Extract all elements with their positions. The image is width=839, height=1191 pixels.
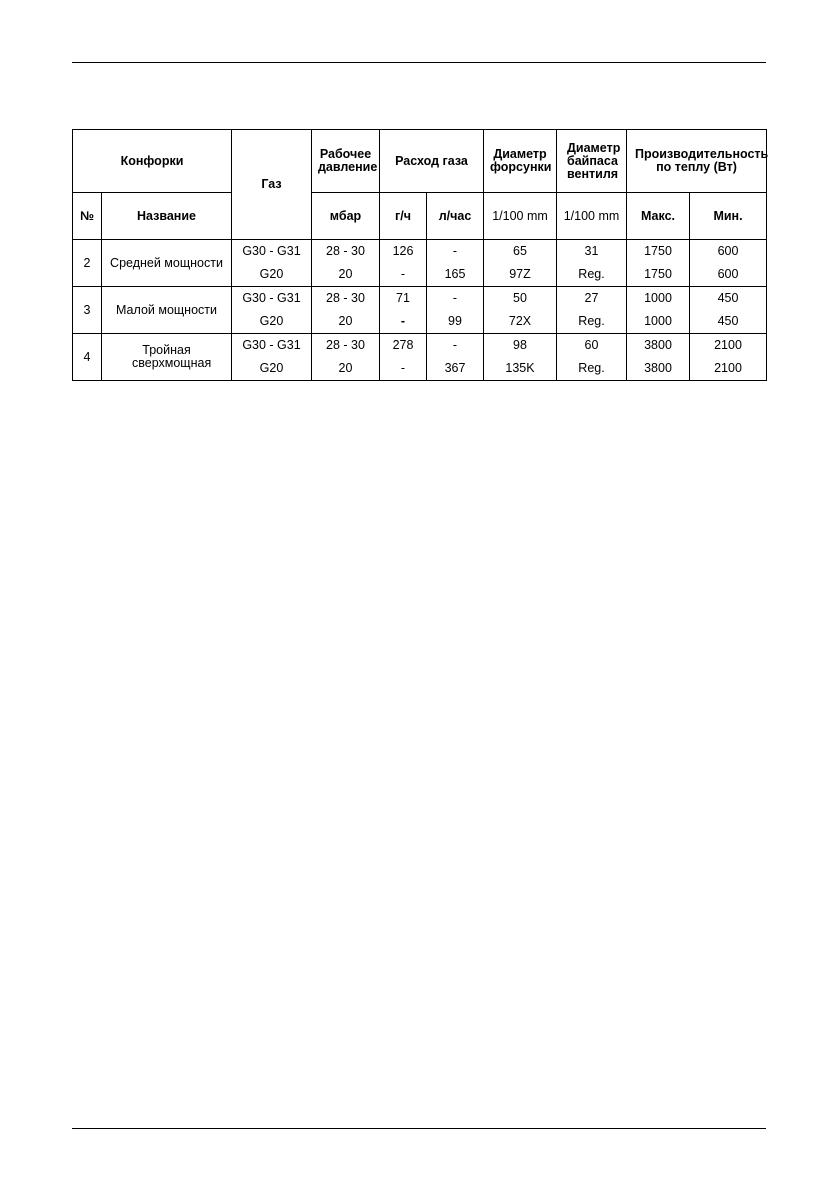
cell-max: 3800 xyxy=(627,357,690,381)
cell-nozzle: 98 xyxy=(484,334,557,358)
cell-l-per-h: - xyxy=(427,287,484,311)
cell-bypass: Reg. xyxy=(578,267,605,281)
cell-nozzle: 72X xyxy=(484,310,557,334)
cell-bypass: Reg. xyxy=(578,314,605,328)
cell-gas: G30 - G31 xyxy=(232,287,312,311)
cell-pressure: 20 xyxy=(338,267,353,281)
cell-min: 600 xyxy=(690,240,767,264)
cell-pressure: 28 - 30 xyxy=(312,287,380,311)
cell-l-per-h: - xyxy=(427,334,484,358)
cell-max: 1750 xyxy=(627,240,690,264)
header-max: Макс. xyxy=(627,193,690,240)
cell-pressure: 28 - 30 xyxy=(312,334,380,358)
cell-min: 450 xyxy=(690,287,767,311)
header-g-per-h: г/ч xyxy=(380,193,427,240)
table-row xyxy=(73,240,767,264)
cell-l-per-h: 165 xyxy=(444,267,466,281)
header-burners: Конфорки xyxy=(73,130,232,193)
cell-pressure: 20 xyxy=(338,314,353,328)
burner-number: 4 xyxy=(73,334,102,381)
header-row-2 xyxy=(73,193,767,240)
cell-min: 450 xyxy=(717,314,739,328)
header-min: Мин. xyxy=(690,193,767,240)
burner-spec-table xyxy=(72,129,767,381)
header-gas: Газ xyxy=(232,130,312,240)
header-pressure: Рабочее давление xyxy=(312,130,380,193)
cell-nozzle: 65 xyxy=(484,240,557,264)
cell-bypass: 31 xyxy=(557,240,627,264)
cell-bypass: 60 xyxy=(557,334,627,358)
burner-number: 2 xyxy=(73,240,102,287)
cell-pressure: 20 xyxy=(338,361,353,375)
cell-g-per-h: 126 xyxy=(380,240,427,264)
burner-name: Малой мощности xyxy=(102,287,232,334)
cell-bypass: 27 xyxy=(557,287,627,311)
cell-max: 1750 xyxy=(627,263,690,287)
cell-max: 1000 xyxy=(627,310,690,334)
burner-name: Тройная сверхмощная xyxy=(102,334,232,381)
cell-min: 2100 xyxy=(690,334,767,358)
header-bypass-diameter: Диаметр байпаса вентиля xyxy=(557,130,627,193)
footer-rule xyxy=(72,1128,766,1129)
cell-gas: G30 - G31 xyxy=(232,334,312,358)
header-row-1 xyxy=(73,130,767,193)
cell-gas: G20 xyxy=(232,263,312,287)
cell-g-per-h: - xyxy=(380,263,427,287)
cell-g-per-h: - xyxy=(380,310,427,334)
cell-min: 2100 xyxy=(714,361,742,375)
cell-gas: G30 - G31 xyxy=(232,240,312,264)
header-nozzle-unit: 1/100 mm xyxy=(484,193,557,240)
header-bypass-unit: 1/100 mm xyxy=(557,193,627,240)
cell-bypass: Reg. xyxy=(578,361,605,375)
header-gas-flow: Расход газа xyxy=(380,130,484,193)
header-heat-output: Производительность по теплу (Вт) xyxy=(627,130,767,193)
header-nozzle-diameter: Диаметр форсунки xyxy=(484,130,557,193)
cell-l-per-h: - xyxy=(427,240,484,264)
cell-gas: G20 xyxy=(232,357,312,381)
cell-nozzle: 135K xyxy=(484,357,557,381)
cell-l-per-h: 367 xyxy=(444,361,466,375)
table-row xyxy=(73,334,767,358)
cell-gas: G20 xyxy=(232,310,312,334)
header-l-per-h: л/час xyxy=(427,193,484,240)
cell-nozzle: 97Z xyxy=(484,263,557,287)
header-rule xyxy=(72,62,766,63)
cell-g-per-h: 278 xyxy=(380,334,427,358)
header-mbar: мбар xyxy=(312,193,380,240)
cell-g-per-h: 71 xyxy=(380,287,427,311)
header-name: Название xyxy=(102,193,232,240)
burner-name: Средней мощности xyxy=(102,240,232,287)
cell-min: 600 xyxy=(717,267,739,281)
cell-g-per-h: - xyxy=(380,357,427,381)
cell-nozzle: 50 xyxy=(484,287,557,311)
cell-pressure: 28 - 30 xyxy=(312,240,380,264)
cell-max: 3800 xyxy=(627,334,690,358)
table-row xyxy=(73,287,767,311)
burner-number: 3 xyxy=(73,287,102,334)
cell-max: 1000 xyxy=(627,287,690,311)
cell-l-per-h: 99 xyxy=(448,314,462,328)
header-no: № xyxy=(73,193,102,240)
